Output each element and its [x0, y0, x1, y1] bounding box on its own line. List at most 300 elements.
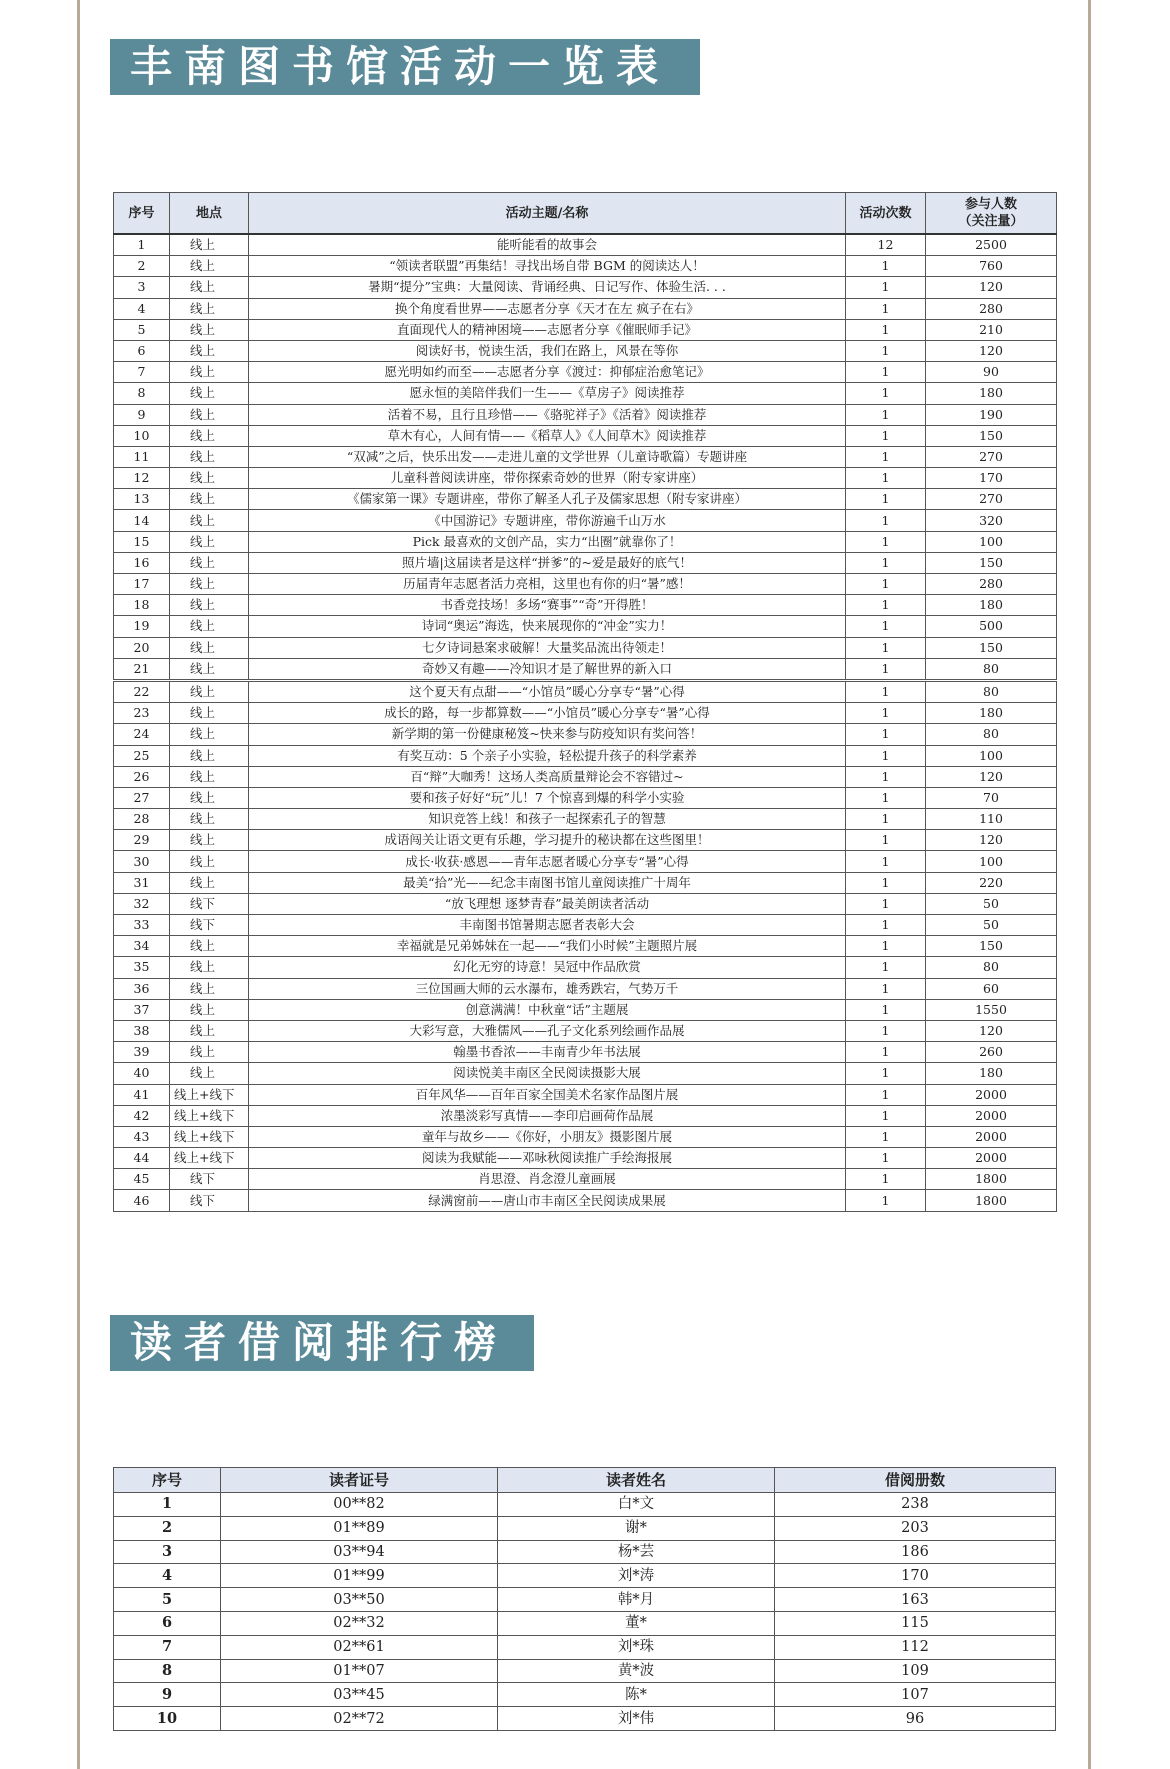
- activity-theme: “放飞理想 逐梦青春”最美朗读者活动: [249, 893, 846, 914]
- activity-theme: 《中国游记》专题讲座，带你游遍千山万水: [249, 510, 846, 531]
- activity-no: 30: [114, 851, 170, 872]
- activity-no: 24: [114, 724, 170, 745]
- activity-location: 线上: [170, 404, 249, 425]
- activity-no: 39: [114, 1042, 170, 1063]
- rank-card-number: 03**94: [221, 1540, 498, 1564]
- ranking-row: [114, 1564, 1056, 1588]
- activity-count: 1: [846, 383, 926, 404]
- activity-count: 1: [846, 362, 926, 383]
- activity-participants: 120: [926, 340, 1057, 361]
- activity-theme: 童年与故乡——《你好，小朋友》摄影图片展: [249, 1126, 846, 1147]
- rank-card-number: 03**45: [221, 1683, 498, 1707]
- activity-location: 线上: [170, 830, 249, 851]
- activity-theme: 肖思澄、肖念澄儿童画展: [249, 1169, 846, 1190]
- activity-participants: 260: [926, 1042, 1057, 1063]
- activity-count: 1: [846, 893, 926, 914]
- activity-count: 1: [846, 616, 926, 637]
- activity-no: 10: [114, 425, 170, 446]
- right-border-line: [1088, 0, 1091, 1769]
- activity-no: 44: [114, 1148, 170, 1169]
- activity-count: 1: [846, 1126, 926, 1147]
- activity-row: [114, 489, 1057, 510]
- activity-location: 线上: [170, 658, 249, 680]
- activity-location: 线上: [170, 851, 249, 872]
- activity-count: 1: [846, 595, 926, 616]
- header-participants-line2: （关注量）: [958, 214, 1024, 229]
- activity-location: 线上+线下: [170, 1148, 249, 1169]
- activity-no: 22: [114, 680, 170, 702]
- activity-participants: 150: [926, 936, 1057, 957]
- activity-location: 线上: [170, 616, 249, 637]
- activity-participants: 170: [926, 468, 1057, 489]
- activity-location: 线上: [170, 703, 249, 724]
- activity-count: 1: [846, 745, 926, 766]
- activity-no: 43: [114, 1126, 170, 1147]
- rank-header-no: 序号: [114, 1468, 221, 1493]
- activity-location: 线上+线下: [170, 1126, 249, 1147]
- rank-header-books: 借阅册数: [775, 1468, 1056, 1493]
- rank-reader-name: 谢*: [498, 1516, 775, 1540]
- activity-no: 18: [114, 595, 170, 616]
- activity-count: 1: [846, 703, 926, 724]
- rank-card-number: 01**07: [221, 1659, 498, 1683]
- activity-location: 线上: [170, 319, 249, 340]
- ranking-row: [114, 1516, 1056, 1540]
- activity-location: 线下: [170, 893, 249, 914]
- activity-theme: 丰南图书馆暑期志愿者表彰大会: [249, 915, 846, 936]
- activity-participants: 50: [926, 915, 1057, 936]
- activity-theme: 活着不易，且行且珍惜——《骆驼祥子》《活着》阅读推荐: [249, 404, 846, 425]
- activity-row: [114, 510, 1057, 531]
- ranking-row: [114, 1588, 1056, 1612]
- activity-location: 线上: [170, 872, 249, 893]
- activity-location: 线上: [170, 256, 249, 277]
- activity-row: [114, 340, 1057, 361]
- activity-participants: 180: [926, 383, 1057, 404]
- activity-row: [114, 978, 1057, 999]
- ranking-table-body: [114, 1493, 1056, 1731]
- activity-location: 线上: [170, 510, 249, 531]
- activity-count: 1: [846, 404, 926, 425]
- activity-participants: 190: [926, 404, 1057, 425]
- ranking-row: [114, 1635, 1056, 1659]
- activity-table-body: [114, 234, 1057, 1211]
- activity-theme: 直面现代人的精神困境——志愿者分享《催眠师手记》: [249, 319, 846, 340]
- activity-location: 线下: [170, 1190, 249, 1211]
- activity-location: 线上: [170, 340, 249, 361]
- activity-participants: 280: [926, 298, 1057, 319]
- activity-row: [114, 1190, 1057, 1211]
- rank-card-number: 01**99: [221, 1564, 498, 1588]
- activity-participants: 760: [926, 256, 1057, 277]
- rank-card-number: 02**32: [221, 1611, 498, 1635]
- activity-count: 1: [846, 787, 926, 808]
- activity-theme: 历届青年志愿者活力亮相，这里也有你的归“暑”感！: [249, 574, 846, 595]
- activity-no: 23: [114, 703, 170, 724]
- activity-row: [114, 425, 1057, 446]
- activity-theme: 能听能看的故事会: [249, 234, 846, 256]
- activity-section-title: 丰南图书馆活动一览表: [110, 39, 700, 95]
- header-participants-line1: 参与人数: [964, 197, 1017, 212]
- activity-no: 19: [114, 616, 170, 637]
- activity-location: 线上: [170, 936, 249, 957]
- activity-location: 线上: [170, 1020, 249, 1041]
- activity-participants: 320: [926, 510, 1057, 531]
- activity-no: 32: [114, 893, 170, 914]
- activity-participants: 180: [926, 703, 1057, 724]
- activity-location: 线上: [170, 787, 249, 808]
- activity-location: 线上: [170, 1042, 249, 1063]
- activity-no: 7: [114, 362, 170, 383]
- activity-participants: 100: [926, 745, 1057, 766]
- rank-reader-name: 杨*芸: [498, 1540, 775, 1564]
- activity-participants: 2000: [926, 1105, 1057, 1126]
- activity-theme: 知识竞答上线！和孩子一起探索孔子的智慧: [249, 809, 846, 830]
- activity-row: [114, 915, 1057, 936]
- ranking-row: [114, 1611, 1056, 1635]
- activity-location: 线上+线下: [170, 1105, 249, 1126]
- activity-count: 1: [846, 1190, 926, 1211]
- header-theme: 活动主题/名称: [249, 193, 846, 235]
- activity-no: 27: [114, 787, 170, 808]
- activity-count: 1: [846, 277, 926, 298]
- activity-theme: 有奖互动：5 个亲子小实验，轻松提升孩子的科学素养: [249, 745, 846, 766]
- activity-location: 线上: [170, 489, 249, 510]
- rank-book-count: 112: [775, 1635, 1056, 1659]
- activity-location: 线上: [170, 298, 249, 319]
- rank-card-number: 01**89: [221, 1516, 498, 1540]
- activity-no: 41: [114, 1084, 170, 1105]
- rank-card-number: 02**61: [221, 1635, 498, 1659]
- activity-count: 1: [846, 999, 926, 1020]
- ranking-row: [114, 1659, 1056, 1683]
- activity-count: 1: [846, 724, 926, 745]
- rank-no: 6: [114, 1611, 221, 1635]
- activity-row: [114, 574, 1057, 595]
- rank-header-name: 读者姓名: [498, 1468, 775, 1493]
- activity-count: 1: [846, 851, 926, 872]
- rank-book-count: 186: [775, 1540, 1056, 1564]
- activity-row: [114, 552, 1057, 573]
- rank-no: 7: [114, 1635, 221, 1659]
- activity-row: [114, 787, 1057, 808]
- activity-theme: 新学期的第一份健康秘笈~快来参与防疫知识有奖问答！: [249, 724, 846, 745]
- activity-participants: 80: [926, 680, 1057, 702]
- ranking-row: [114, 1493, 1056, 1517]
- activity-no: 42: [114, 1105, 170, 1126]
- activity-count: 1: [846, 680, 926, 702]
- activity-row: [114, 1169, 1057, 1190]
- activity-row: [114, 637, 1057, 658]
- activity-row: [114, 1126, 1057, 1147]
- activity-participants: 50: [926, 893, 1057, 914]
- activity-no: 11: [114, 446, 170, 467]
- activity-count: 1: [846, 1020, 926, 1041]
- rank-no: 4: [114, 1564, 221, 1588]
- activity-participants: 2000: [926, 1148, 1057, 1169]
- rank-book-count: 96: [775, 1707, 1056, 1731]
- activity-row: [114, 957, 1057, 978]
- activity-location: 线上: [170, 531, 249, 552]
- activity-no: 33: [114, 915, 170, 936]
- activity-row: [114, 298, 1057, 319]
- activity-row: [114, 531, 1057, 552]
- activity-row: [114, 680, 1057, 702]
- activity-count: 12: [846, 234, 926, 256]
- activity-location: 线上: [170, 809, 249, 830]
- activity-participants: 270: [926, 489, 1057, 510]
- activity-participants: 180: [926, 595, 1057, 616]
- header-count: 活动次数: [846, 193, 926, 235]
- rank-book-count: 107: [775, 1683, 1056, 1707]
- activity-location: 线上: [170, 446, 249, 467]
- activity-location: 线上: [170, 468, 249, 489]
- activity-theme: 幻化无穷的诗意！吴冠中作品欣赏: [249, 957, 846, 978]
- activity-theme: 翰墨书香浓——丰南青少年书法展: [249, 1042, 846, 1063]
- rank-reader-name: 董*: [498, 1611, 775, 1635]
- activity-row: [114, 830, 1057, 851]
- rank-book-count: 203: [775, 1516, 1056, 1540]
- activity-location: 线上: [170, 1063, 249, 1084]
- rank-no: 1: [114, 1493, 221, 1517]
- activity-participants: 70: [926, 787, 1057, 808]
- activity-location: 线上: [170, 277, 249, 298]
- rank-reader-name: 黄*波: [498, 1659, 775, 1683]
- rank-no: 10: [114, 1707, 221, 1731]
- activity-theme: 阅读悦美丰南区全民阅读摄影大展: [249, 1063, 846, 1084]
- activity-count: 1: [846, 531, 926, 552]
- activity-row: [114, 658, 1057, 680]
- activity-theme: “领读者联盟”再集结！寻找出场自带 BGM 的阅读达人！: [249, 256, 846, 277]
- activity-participants: 150: [926, 425, 1057, 446]
- activity-count: 1: [846, 978, 926, 999]
- activity-theme: 成长的路，每一步都算数——“小馆员”暖心分享专“暑”心得: [249, 703, 846, 724]
- activity-no: 28: [114, 809, 170, 830]
- activity-participants: 80: [926, 724, 1057, 745]
- activity-participants: 2500: [926, 234, 1057, 256]
- activity-no: 21: [114, 658, 170, 680]
- activity-theme: 阅读为我赋能——邓咏秋阅读推广手绘海报展: [249, 1148, 846, 1169]
- activity-location: 线上: [170, 724, 249, 745]
- activity-row: [114, 1020, 1057, 1041]
- activity-count: 1: [846, 1169, 926, 1190]
- activity-theme: 三位国画大师的云水瀑布，雄秀跌宕，气势万千: [249, 978, 846, 999]
- activity-no: 5: [114, 319, 170, 340]
- activity-count: 1: [846, 340, 926, 361]
- activity-no: 20: [114, 637, 170, 658]
- activity-no: 34: [114, 936, 170, 957]
- activity-count: 1: [846, 319, 926, 340]
- activity-row: [114, 1084, 1057, 1105]
- activity-no: 2: [114, 256, 170, 277]
- activity-no: 16: [114, 552, 170, 573]
- activity-no: 37: [114, 999, 170, 1020]
- activity-theme: 浓墨淡彩写真情——李印启画荷作品展: [249, 1105, 846, 1126]
- rank-reader-name: 白*文: [498, 1493, 775, 1517]
- activity-participants: 500: [926, 616, 1057, 637]
- activity-no: 40: [114, 1063, 170, 1084]
- activity-theme: 诗词“奥运”海选，快来展现你的“冲金”实力！: [249, 616, 846, 637]
- ranking-section-title: 读者借阅排行榜: [110, 1315, 534, 1371]
- activity-participants: 280: [926, 574, 1057, 595]
- activity-row: [114, 766, 1057, 787]
- rank-book-count: 109: [775, 1659, 1056, 1683]
- activity-no: 29: [114, 830, 170, 851]
- activity-count: 1: [846, 1063, 926, 1084]
- rank-header-card: 读者证号: [221, 1468, 498, 1493]
- activity-participants: 80: [926, 658, 1057, 680]
- activity-row: [114, 468, 1057, 489]
- rank-reader-name: 韩*月: [498, 1588, 775, 1612]
- activity-participants: 1800: [926, 1190, 1057, 1211]
- activity-participants: 110: [926, 809, 1057, 830]
- activity-theme: 照片墙|这届读者是这样“拼爹”的~爱是最好的底气！: [249, 552, 846, 573]
- activity-count: 1: [846, 830, 926, 851]
- activity-no: 13: [114, 489, 170, 510]
- activity-count: 1: [846, 936, 926, 957]
- activity-row: [114, 999, 1057, 1020]
- activity-theme: 暑期“提分”宝典：大量阅读、背诵经典、日记写作、体验生活. . .: [249, 277, 846, 298]
- activity-no: 26: [114, 766, 170, 787]
- activity-no: 6: [114, 340, 170, 361]
- rank-card-number: 00**82: [221, 1493, 498, 1517]
- activity-row: [114, 1063, 1057, 1084]
- activity-participants: 1800: [926, 1169, 1057, 1190]
- activity-row: [114, 319, 1057, 340]
- activity-participants: 2000: [926, 1126, 1057, 1147]
- rank-reader-name: 刘*涛: [498, 1564, 775, 1588]
- activity-no: 3: [114, 277, 170, 298]
- activity-row: [114, 256, 1057, 277]
- ranking-row: [114, 1683, 1056, 1707]
- activity-count: 1: [846, 1084, 926, 1105]
- activity-no: 1: [114, 234, 170, 256]
- activity-row: [114, 745, 1057, 766]
- activity-no: 15: [114, 531, 170, 552]
- activity-location: 线上: [170, 425, 249, 446]
- activity-table: [113, 192, 1057, 1212]
- activity-theme: 幸福就是兄弟姊妹在一起——“我们小时候”主题照片展: [249, 936, 846, 957]
- left-border-line: [77, 0, 80, 1769]
- activity-no: 45: [114, 1169, 170, 1190]
- activity-location: 线上+线下: [170, 1084, 249, 1105]
- activity-theme: 《儒家第一课》专题讲座，带你了解圣人孔子及儒家思想（附专家讲座）: [249, 489, 846, 510]
- activity-theme: 最美“拾”光——纪念丰南图书馆儿童阅读推广十周年: [249, 872, 846, 893]
- activity-theme: 换个角度看世界——志愿者分享《天才在左 疯子在右》: [249, 298, 846, 319]
- rank-reader-name: 刘*伟: [498, 1707, 775, 1731]
- activity-no: 31: [114, 872, 170, 893]
- activity-location: 线上: [170, 680, 249, 702]
- activity-count: 1: [846, 298, 926, 319]
- activity-participants: 210: [926, 319, 1057, 340]
- activity-theme: 百年风华——百年百家全国美术名家作品图片展: [249, 1084, 846, 1105]
- activity-count: 1: [846, 637, 926, 658]
- activity-row: [114, 234, 1057, 256]
- activity-count: 1: [846, 552, 926, 573]
- activity-theme: 百“辩”大咖秀！这场人类高质量辩论会不容错过~: [249, 766, 846, 787]
- activity-count: 1: [846, 468, 926, 489]
- activity-location: 线上: [170, 362, 249, 383]
- ranking-row: [114, 1540, 1056, 1564]
- activity-no: 12: [114, 468, 170, 489]
- activity-no: 17: [114, 574, 170, 595]
- activity-count: 1: [846, 766, 926, 787]
- rank-no: 3: [114, 1540, 221, 1564]
- activity-no: 46: [114, 1190, 170, 1211]
- rank-no: 9: [114, 1683, 221, 1707]
- activity-theme: 书香竞技场！多场“赛事”“奇”开得胜！: [249, 595, 846, 616]
- rank-card-number: 03**50: [221, 1588, 498, 1612]
- activity-theme: 草木有心，人间有情——《稻草人》《人间草木》阅读推荐: [249, 425, 846, 446]
- activity-no: 9: [114, 404, 170, 425]
- activity-participants: 120: [926, 277, 1057, 298]
- activity-participants: 2000: [926, 1084, 1057, 1105]
- activity-participants: 90: [926, 362, 1057, 383]
- activity-location: 线上: [170, 637, 249, 658]
- activity-row: [114, 936, 1057, 957]
- activity-theme: 创意满满！中秋童“话”主题展: [249, 999, 846, 1020]
- activity-count: 1: [846, 489, 926, 510]
- activity-count: 1: [846, 872, 926, 893]
- activity-theme: 愿光明如约而至——志愿者分享《渡过：抑郁症治愈笔记》: [249, 362, 846, 383]
- activity-no: 36: [114, 978, 170, 999]
- activity-row: [114, 595, 1057, 616]
- activity-theme: 七夕诗词悬案求破解！大量奖品流出待领走！: [249, 637, 846, 658]
- activity-theme: Pick 最喜欢的文创产品，实力“出圈”就靠你了！: [249, 531, 846, 552]
- header-participants: [926, 193, 1057, 235]
- activity-theme: 成语闯关让语文更有乐趣，学习提升的秘诀都在这些图里！: [249, 830, 846, 851]
- rank-book-count: 170: [775, 1564, 1056, 1588]
- activity-row: [114, 851, 1057, 872]
- activity-theme: 奇妙又有趣——冷知识才是了解世界的新入口: [249, 658, 846, 680]
- activity-participants: 270: [926, 446, 1057, 467]
- activity-row: [114, 724, 1057, 745]
- header-location: 地点: [170, 193, 249, 235]
- rank-no: 2: [114, 1516, 221, 1540]
- activity-participants: 100: [926, 851, 1057, 872]
- activity-count: 1: [846, 1042, 926, 1063]
- activity-row: [114, 616, 1057, 637]
- activity-row: [114, 809, 1057, 830]
- activity-row: [114, 1148, 1057, 1169]
- activity-theme: “双减”之后，快乐出发——走进儿童的文学世界（儿童诗歌篇）专题讲座: [249, 446, 846, 467]
- activity-count: 1: [846, 809, 926, 830]
- activity-row: [114, 872, 1057, 893]
- rank-book-count: 163: [775, 1588, 1056, 1612]
- activity-location: 线上: [170, 766, 249, 787]
- activity-participants: 120: [926, 1020, 1057, 1041]
- activity-count: 1: [846, 510, 926, 531]
- activity-location: 线上: [170, 552, 249, 573]
- activity-count: 1: [846, 446, 926, 467]
- activity-participants: 180: [926, 1063, 1057, 1084]
- activity-no: 4: [114, 298, 170, 319]
- rank-reader-name: 刘*珠: [498, 1635, 775, 1659]
- activity-row: [114, 277, 1057, 298]
- activity-row: [114, 362, 1057, 383]
- activity-count: 1: [846, 574, 926, 595]
- activity-location: 线上: [170, 234, 249, 256]
- activity-no: 8: [114, 383, 170, 404]
- activity-theme: 要和孩子好好“玩”儿！7 个惊喜到爆的科学小实验: [249, 787, 846, 808]
- activity-no: 25: [114, 745, 170, 766]
- rank-no: 8: [114, 1659, 221, 1683]
- activity-theme: 阅读好书，悦读生活，我们在路上，风景在等你: [249, 340, 846, 361]
- activity-row: [114, 383, 1057, 404]
- activity-location: 线上: [170, 383, 249, 404]
- activity-no: 38: [114, 1020, 170, 1041]
- activity-theme: 绿满窗前——唐山市丰南区全民阅读成果展: [249, 1190, 846, 1211]
